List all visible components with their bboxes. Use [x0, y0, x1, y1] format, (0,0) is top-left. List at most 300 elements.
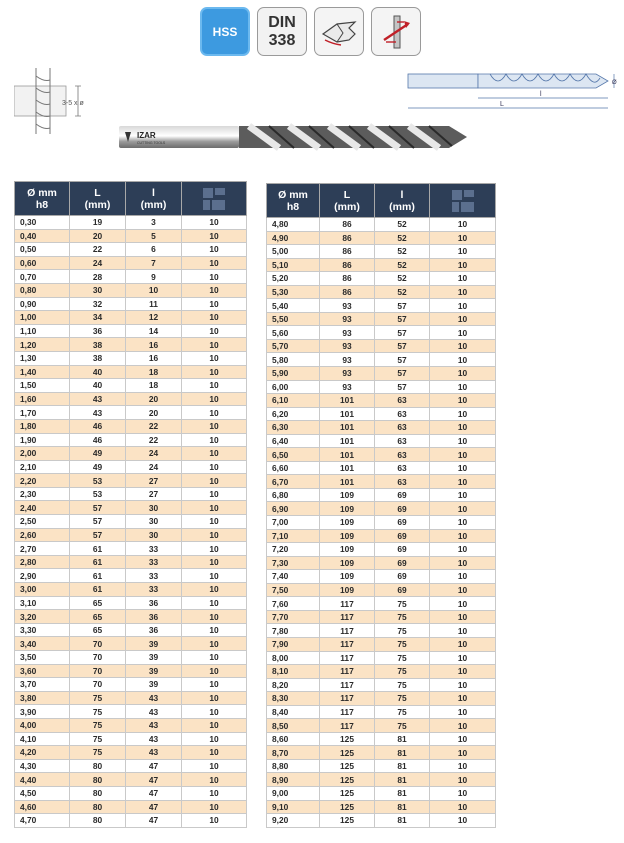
cell-flute-length: 57 [375, 367, 430, 381]
cell-package-qty: 10 [430, 380, 496, 394]
col-flute-length: l (mm) [375, 184, 430, 218]
cell-total-length: 46 [70, 419, 126, 433]
cell-total-length: 57 [70, 528, 126, 542]
cell-flute-length: 30 [126, 501, 182, 515]
cell-diameter: 4,50 [15, 786, 70, 800]
cell-diameter: 3,60 [15, 664, 70, 678]
table-header-row [15, 182, 247, 216]
cell-flute-length: 52 [375, 245, 430, 259]
cell-flute-length: 36 [126, 623, 182, 637]
cell-total-length: 70 [70, 651, 126, 665]
cell-package-qty: 10 [430, 367, 496, 381]
cell-package-qty: 10 [430, 651, 496, 665]
cell-flute-length: 69 [375, 583, 430, 597]
cell-total-length: 86 [320, 258, 375, 272]
cell-package-qty: 10 [430, 299, 496, 313]
cell-diameter: 7,30 [267, 556, 320, 570]
cell-flute-length: 27 [126, 474, 182, 488]
cell-diameter: 2,60 [15, 528, 70, 542]
cell-diameter: 1,40 [15, 365, 70, 379]
cell-package-qty: 10 [430, 665, 496, 679]
cell-flute-length: 75 [375, 719, 430, 733]
table-row [267, 516, 496, 530]
cell-flute-length: 81 [375, 786, 430, 800]
cell-package-qty: 10 [182, 528, 247, 542]
table-row [267, 529, 496, 543]
cell-total-length: 117 [320, 597, 375, 611]
cell-total-length: 125 [320, 732, 375, 746]
right-hand-helix-icon [371, 7, 421, 56]
cell-flute-length: 52 [375, 258, 430, 272]
table-row [267, 637, 496, 651]
cell-diameter: 2,50 [15, 515, 70, 529]
table-row [15, 691, 247, 705]
table-row [267, 692, 496, 706]
cell-package-qty: 10 [430, 407, 496, 421]
cell-total-length: 38 [70, 351, 126, 365]
cell-total-length: 80 [70, 800, 126, 814]
table-row [15, 365, 247, 379]
cell-flute-length: 20 [126, 406, 182, 420]
cell-package-qty: 10 [430, 448, 496, 462]
col-diameter: Ø mm h8 [15, 182, 70, 216]
cell-total-length: 34 [70, 311, 126, 325]
cell-total-length: 101 [320, 407, 375, 421]
cell-package-qty: 10 [182, 270, 247, 284]
cell-flute-length: 39 [126, 651, 182, 665]
cell-flute-length: 52 [375, 285, 430, 299]
cell-package-qty: 10 [182, 542, 247, 556]
cell-total-length: 101 [320, 448, 375, 462]
table-row [15, 664, 247, 678]
dim-L-label: L [500, 101, 504, 108]
cell-total-length: 117 [320, 637, 375, 651]
cell-diameter: 8,10 [267, 665, 320, 679]
cell-diameter: 3,00 [15, 583, 70, 597]
cell-flute-length: 63 [375, 461, 430, 475]
cell-flute-length: 52 [375, 231, 430, 245]
cell-diameter: 4,30 [15, 759, 70, 773]
table-row [15, 623, 247, 637]
depth-note: 3-5 x ø [62, 100, 84, 107]
table-row [267, 448, 496, 462]
cell-flute-length: 43 [126, 705, 182, 719]
cell-package-qty: 10 [182, 705, 247, 719]
cell-total-length: 101 [320, 475, 375, 489]
cell-total-length: 125 [320, 786, 375, 800]
cell-flute-length: 69 [375, 516, 430, 530]
cell-total-length: 125 [320, 773, 375, 787]
cell-diameter: 6,60 [267, 461, 320, 475]
cell-diameter: 3,40 [15, 637, 70, 651]
table-row [15, 392, 247, 406]
cell-total-length: 93 [320, 326, 375, 340]
table-row [15, 800, 247, 814]
table-row [267, 624, 496, 638]
cell-total-length: 40 [70, 379, 126, 393]
cell-package-qty: 10 [182, 501, 247, 515]
cell-flute-length: 43 [126, 746, 182, 760]
cell-flute-length: 39 [126, 637, 182, 651]
cell-total-length: 32 [70, 297, 126, 311]
cell-diameter: 1,80 [15, 419, 70, 433]
cell-total-length: 61 [70, 583, 126, 597]
table-row [267, 583, 496, 597]
cell-total-length: 70 [70, 637, 126, 651]
cell-package-qty: 10 [182, 773, 247, 787]
cell-diameter: 1,30 [15, 351, 70, 365]
cell-package-qty: 10 [182, 474, 247, 488]
spec-table-left [14, 181, 247, 828]
cell-diameter: 3,30 [15, 623, 70, 637]
table-row [267, 367, 496, 381]
cell-total-length: 109 [320, 488, 375, 502]
cell-flute-length: 75 [375, 665, 430, 679]
cell-diameter: 8,30 [267, 692, 320, 706]
cell-diameter: 3,70 [15, 678, 70, 692]
spec-table-right [266, 183, 496, 828]
cell-flute-length: 57 [375, 380, 430, 394]
cell-total-length: 125 [320, 759, 375, 773]
cell-package-qty: 10 [430, 231, 496, 245]
cell-total-length: 101 [320, 461, 375, 475]
cell-diameter: 3,10 [15, 596, 70, 610]
cell-flute-length: 69 [375, 556, 430, 570]
cell-flute-length: 11 [126, 297, 182, 311]
cell-total-length: 109 [320, 502, 375, 516]
table-row [267, 245, 496, 259]
cell-flute-length: 33 [126, 583, 182, 597]
cell-total-length: 117 [320, 678, 375, 692]
cell-diameter: 4,40 [15, 773, 70, 787]
cell-package-qty: 10 [182, 406, 247, 420]
table-row [267, 488, 496, 502]
col-diameter: Ø mm h8 [267, 184, 320, 218]
cell-diameter: 3,80 [15, 691, 70, 705]
cell-diameter: 2,20 [15, 474, 70, 488]
cell-flute-length: 39 [126, 664, 182, 678]
table-row [267, 394, 496, 408]
table-row [267, 800, 496, 814]
cell-flute-length: 18 [126, 365, 182, 379]
cell-package-qty: 10 [430, 285, 496, 299]
cell-package-qty: 10 [430, 597, 496, 611]
table-row [267, 786, 496, 800]
din-label: DIN [268, 13, 296, 31]
table-row [15, 555, 247, 569]
cell-diameter: 7,10 [267, 529, 320, 543]
cell-package-qty: 10 [182, 392, 247, 406]
cell-package-qty: 10 [182, 718, 247, 732]
cell-total-length: 109 [320, 583, 375, 597]
cell-package-qty: 10 [430, 610, 496, 624]
table-row [15, 705, 247, 719]
cell-total-length: 117 [320, 651, 375, 665]
hss-badge [200, 7, 250, 56]
table-row [267, 421, 496, 435]
cell-flute-length: 57 [375, 326, 430, 340]
cell-flute-length: 30 [126, 515, 182, 529]
cell-total-length: 24 [70, 256, 126, 270]
cell-total-length: 117 [320, 624, 375, 638]
cell-flute-length: 43 [126, 691, 182, 705]
table-row [15, 569, 247, 583]
cell-total-length: 75 [70, 746, 126, 760]
cell-diameter: 1,60 [15, 392, 70, 406]
cell-diameter: 7,50 [267, 583, 320, 597]
cell-package-qty: 10 [182, 814, 247, 828]
cell-package-qty: 10 [430, 543, 496, 557]
cell-flute-length: 30 [126, 528, 182, 542]
cell-package-qty: 10 [430, 692, 496, 706]
cell-total-length: 20 [70, 229, 126, 243]
cell-diameter: 2,40 [15, 501, 70, 515]
table-row [267, 746, 496, 760]
cell-total-length: 22 [70, 243, 126, 257]
cell-flute-length: 22 [126, 433, 182, 447]
table-row [267, 299, 496, 313]
cell-total-length: 38 [70, 338, 126, 352]
cell-total-length: 109 [320, 516, 375, 530]
table-row [15, 419, 247, 433]
cell-diameter: 2,10 [15, 460, 70, 474]
cell-package-qty: 10 [430, 556, 496, 570]
table-row [267, 272, 496, 286]
cell-diameter: 6,20 [267, 407, 320, 421]
cell-flute-length: 43 [126, 718, 182, 732]
cell-diameter: 5,20 [267, 272, 320, 286]
cell-flute-length: 12 [126, 311, 182, 325]
table-row [267, 705, 496, 719]
cell-diameter: 4,70 [15, 814, 70, 828]
cell-total-length: 75 [70, 732, 126, 746]
cell-diameter: 2,70 [15, 542, 70, 556]
cell-total-length: 43 [70, 392, 126, 406]
cell-package-qty: 10 [430, 312, 496, 326]
cell-package-qty: 10 [430, 529, 496, 543]
cell-package-qty: 10 [430, 421, 496, 435]
table-header-row [267, 184, 496, 218]
cell-total-length: 86 [320, 285, 375, 299]
cell-package-qty: 10 [430, 570, 496, 584]
cell-flute-length: 16 [126, 351, 182, 365]
dim-l-label: l [540, 91, 542, 98]
cell-total-length: 57 [70, 501, 126, 515]
cell-total-length: 53 [70, 474, 126, 488]
cell-package-qty: 10 [182, 691, 247, 705]
col-total-length: L (mm) [320, 184, 375, 218]
cell-diameter: 8,20 [267, 678, 320, 692]
table-row [15, 651, 247, 665]
cell-package-qty: 10 [430, 245, 496, 259]
table-row [15, 297, 247, 311]
table-row [15, 256, 247, 270]
cell-package-qty: 10 [182, 433, 247, 447]
package-quantity-icon [430, 184, 496, 218]
cell-total-length: 93 [320, 312, 375, 326]
cell-flute-length: 63 [375, 421, 430, 435]
cell-package-qty: 10 [430, 786, 496, 800]
table-row [267, 543, 496, 557]
cell-flute-length: 36 [126, 610, 182, 624]
cell-flute-length: 81 [375, 773, 430, 787]
cell-package-qty: 10 [430, 705, 496, 719]
cell-flute-length: 75 [375, 692, 430, 706]
cell-total-length: 109 [320, 556, 375, 570]
table-row [267, 610, 496, 624]
table-row [15, 515, 247, 529]
table-row [15, 243, 247, 257]
cell-package-qty: 10 [182, 583, 247, 597]
cell-total-length: 65 [70, 596, 126, 610]
cell-package-qty: 10 [182, 256, 247, 270]
table-row [267, 502, 496, 516]
cell-total-length: 70 [70, 664, 126, 678]
cell-package-qty: 10 [430, 678, 496, 692]
cell-diameter: 0,90 [15, 297, 70, 311]
cell-flute-length: 57 [375, 353, 430, 367]
cell-total-length: 93 [320, 299, 375, 313]
table-row [15, 528, 247, 542]
cell-total-length: 109 [320, 570, 375, 584]
cell-package-qty: 10 [182, 365, 247, 379]
cell-total-length: 101 [320, 394, 375, 408]
table-row [15, 773, 247, 787]
cell-package-qty: 10 [182, 419, 247, 433]
cell-diameter: 5,70 [267, 339, 320, 353]
cell-flute-length: 18 [126, 379, 182, 393]
table-row [15, 746, 247, 760]
table-row [15, 759, 247, 773]
cell-total-length: 46 [70, 433, 126, 447]
cell-flute-length: 69 [375, 570, 430, 584]
cell-package-qty: 10 [430, 759, 496, 773]
cell-flute-length: 75 [375, 651, 430, 665]
cell-total-length: 49 [70, 447, 126, 461]
cell-package-qty: 10 [430, 746, 496, 760]
drilling-depth-diagram [14, 68, 104, 138]
cell-total-length: 109 [320, 529, 375, 543]
cell-total-length: 75 [70, 691, 126, 705]
cell-flute-length: 24 [126, 447, 182, 461]
cell-diameter: 6,10 [267, 394, 320, 408]
cell-total-length: 36 [70, 324, 126, 338]
cell-flute-length: 81 [375, 800, 430, 814]
table-row [267, 773, 496, 787]
cell-diameter: 1,70 [15, 406, 70, 420]
cell-diameter: 7,40 [267, 570, 320, 584]
cell-diameter: 7,00 [267, 516, 320, 530]
table-row [267, 719, 496, 733]
cell-diameter: 2,30 [15, 487, 70, 501]
cell-package-qty: 10 [182, 243, 247, 257]
cell-total-length: 117 [320, 705, 375, 719]
cell-diameter: 9,20 [267, 814, 320, 828]
cell-flute-length: 10 [126, 283, 182, 297]
col-flute-length: l (mm) [126, 182, 182, 216]
cell-diameter: 0,70 [15, 270, 70, 284]
cell-diameter: 5,40 [267, 299, 320, 313]
cell-diameter: 5,10 [267, 258, 320, 272]
table-row [15, 596, 247, 610]
dimension-drawing [400, 66, 620, 116]
table-row [267, 556, 496, 570]
cell-diameter: 1,50 [15, 379, 70, 393]
table-row [15, 216, 247, 230]
cell-diameter: 1,00 [15, 311, 70, 325]
cell-flute-length: 47 [126, 786, 182, 800]
cell-package-qty: 10 [182, 759, 247, 773]
badge-row [200, 7, 421, 56]
cell-total-length: 80 [70, 814, 126, 828]
table-row [267, 380, 496, 394]
cell-diameter: 0,40 [15, 229, 70, 243]
cell-diameter: 6,80 [267, 488, 320, 502]
cell-package-qty: 10 [430, 624, 496, 638]
cell-flute-length: 24 [126, 460, 182, 474]
dim-d-label: Ø [612, 80, 617, 86]
cell-flute-length: 75 [375, 610, 430, 624]
cell-total-length: 86 [320, 272, 375, 286]
cell-total-length: 49 [70, 460, 126, 474]
cell-package-qty: 10 [182, 555, 247, 569]
cell-diameter: 8,00 [267, 651, 320, 665]
cell-package-qty: 10 [182, 651, 247, 665]
cell-total-length: 28 [70, 270, 126, 284]
cell-package-qty: 10 [430, 434, 496, 448]
cell-total-length: 75 [70, 705, 126, 719]
cell-diameter: 4,90 [267, 231, 320, 245]
cell-package-qty: 10 [182, 678, 247, 692]
cell-package-qty: 10 [182, 324, 247, 338]
cell-package-qty: 10 [430, 637, 496, 651]
cell-diameter: 6,40 [267, 434, 320, 448]
cell-diameter: 0,50 [15, 243, 70, 257]
cell-diameter: 5,30 [267, 285, 320, 299]
cell-diameter: 2,80 [15, 555, 70, 569]
cell-flute-length: 47 [126, 759, 182, 773]
cell-total-length: 80 [70, 773, 126, 787]
cell-package-qty: 10 [430, 732, 496, 746]
cell-total-length: 61 [70, 569, 126, 583]
cell-flute-length: 75 [375, 678, 430, 692]
cell-diameter: 7,20 [267, 543, 320, 557]
cell-diameter: 9,10 [267, 800, 320, 814]
cell-package-qty: 10 [430, 326, 496, 340]
cell-diameter: 5,50 [267, 312, 320, 326]
table-row [15, 487, 247, 501]
cell-diameter: 4,80 [267, 218, 320, 232]
table-row [15, 501, 247, 515]
cell-package-qty: 10 [182, 338, 247, 352]
cell-diameter: 4,10 [15, 732, 70, 746]
cell-package-qty: 10 [430, 719, 496, 733]
cell-flute-length: 63 [375, 475, 430, 489]
cell-diameter: 4,00 [15, 718, 70, 732]
table-row [267, 312, 496, 326]
cell-flute-length: 75 [375, 597, 430, 611]
cell-total-length: 86 [320, 231, 375, 245]
cell-package-qty: 10 [430, 272, 496, 286]
table-row [15, 379, 247, 393]
table-row [15, 283, 247, 297]
table-row [267, 665, 496, 679]
cell-flute-length: 57 [375, 299, 430, 313]
cell-flute-length: 33 [126, 555, 182, 569]
cell-package-qty: 10 [182, 732, 247, 746]
table-row [15, 460, 247, 474]
table-row [267, 461, 496, 475]
